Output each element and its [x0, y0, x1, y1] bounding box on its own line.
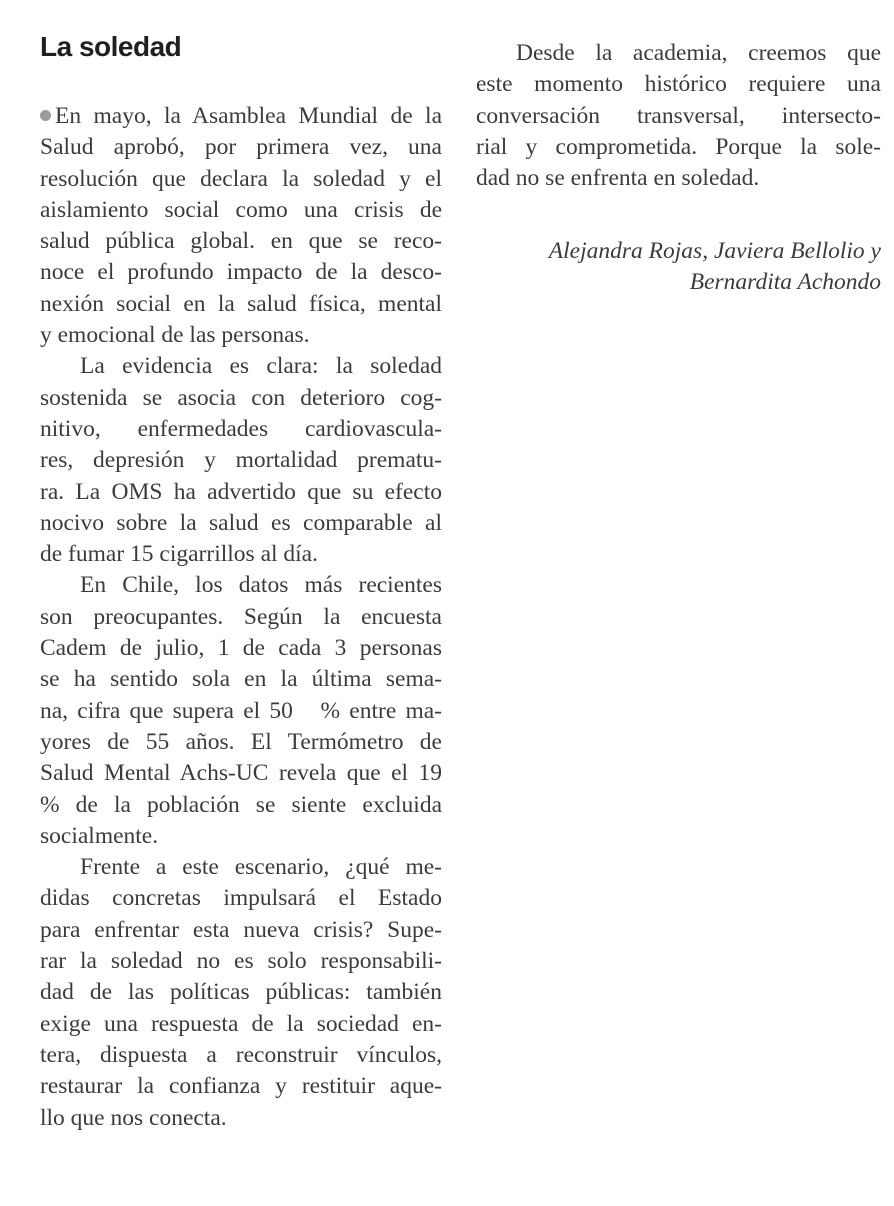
paragraph-line: Frente a este escenario, ¿qué me-	[80, 854, 442, 881]
paragraph-line: sostenida se asocia con deterioro cog-	[40, 384, 442, 411]
paragraph-line: noce el profundo impacto de la desco-	[40, 259, 442, 286]
bullet-icon	[40, 110, 51, 121]
paragraph-line: dad de las políticas públicas: también	[40, 979, 442, 1006]
paragraph-line: nocivo sobre la salud es comparable al	[40, 509, 442, 536]
paragraph-line: didas concretas impulsará el Estado	[40, 885, 442, 912]
paragraph-line: conversación transversal, intersecto-	[476, 102, 881, 129]
left-column-body	[40, 101, 442, 1134]
paragraph-line: y emocional de las personas.	[40, 322, 310, 349]
paragraph-line: yores de 55 años. El Termómetro de	[40, 728, 442, 755]
paragraph-line: nexión social en la salud física, mental	[40, 290, 442, 317]
paragraph-line: na, cifra que supera el 50 % entre ma-	[40, 697, 442, 724]
paragraph-line: resolución que declara la soledad y el	[40, 165, 442, 192]
paragraph-line: ra. La OMS ha advertido que su efecto	[40, 478, 442, 505]
paragraph-line: rar la soledad no es solo responsabili-	[40, 948, 442, 975]
paragraph-line: aislamiento social como una crisis de	[40, 196, 442, 223]
paragraph-line: llo que nos conecta.	[40, 1104, 227, 1131]
paragraph-line: res, depresión y mortalidad prematu-	[40, 447, 442, 474]
paragraph-line: En mayo, la Asamblea Mundial de la	[40, 101, 442, 132]
paragraph-line: Salud Mental Achs-UC revela que el 19	[40, 760, 442, 787]
paragraph-line: se ha sentido sola en la última sema-	[40, 666, 442, 693]
paragraph-line: este momento histórico requiere una	[476, 71, 881, 98]
paragraph-line: Desde la academia, creemos que	[516, 40, 881, 66]
paragraph-line: Salud aprobó, por primera vez, una	[40, 134, 442, 161]
author-signature	[549, 236, 881, 299]
right-column-body	[476, 38, 881, 194]
paragraph-line: nitivo, enfermedades cardiovascula-	[40, 415, 442, 442]
paragraph-line: socialmente.	[40, 822, 159, 849]
paragraph-line: % de la población se siente excluida	[40, 791, 442, 818]
paragraph-line: En Chile, los datos más recientes	[80, 572, 442, 599]
paragraph-line: son preocupantes. Según la encuesta	[40, 603, 442, 630]
paragraph-line: restaurar la confianza y restituir aque-	[40, 1073, 442, 1100]
author-names: Bernardita Achondo	[689, 269, 881, 296]
article-title: La soledad	[40, 31, 182, 62]
author-names: Alejandra Rojas, Javiera Bellolio y	[548, 238, 881, 264]
paragraph-line: dad no se enfrenta en soledad.	[476, 165, 760, 192]
paragraph-line: tera, dispuesta a reconstruir vínculos,	[40, 1041, 442, 1068]
paragraph-line: rial y comprometida. Porque la sole-	[476, 133, 881, 160]
paragraph-line: Cadem de julio, 1 de cada 3 personas	[40, 635, 442, 662]
paragraph-line: para enfrentar esta nueva crisis? Supe-	[40, 916, 442, 943]
paragraph-line: de fumar 15 cigarrillos al día.	[40, 541, 318, 568]
paragraph-line: exige una respuesta de la sociedad en-	[40, 1010, 442, 1037]
paragraph-line: La evidencia es clara: la soledad	[80, 353, 442, 380]
paragraph-line: salud pública global. en que se reco-	[40, 228, 442, 255]
